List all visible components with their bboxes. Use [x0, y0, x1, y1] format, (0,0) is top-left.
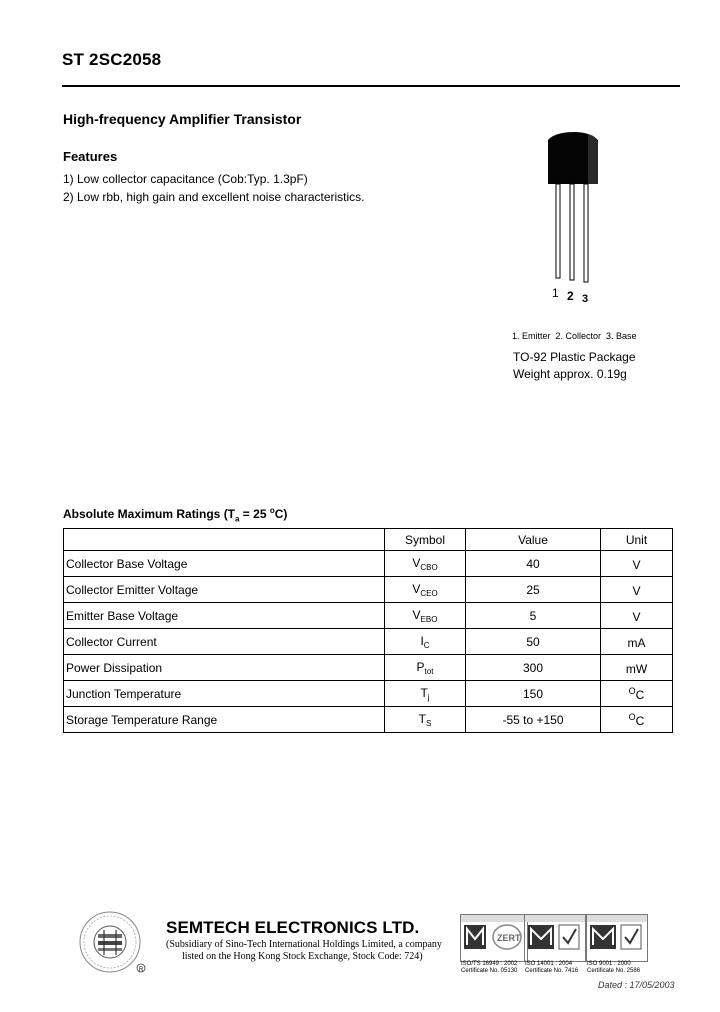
company-name: SEMTECH ELECTRONICS LTD. [166, 918, 420, 937]
feature-item-1: 1) Low collector capacitance (Cob:Typ. 1.3pF) [63, 172, 308, 186]
symbol-cell: $T_j$ [385, 681, 466, 707]
certificate-caption-3: ISO 9001 : 2000 Certificate No. 2586 [587, 961, 641, 974]
certificate-caption-1: ISO/TS 16949 : 2002 Certificate No. 05130 [461, 961, 518, 974]
table-row [64, 707, 673, 733]
dated-stamp: Dated : 17/05/2003 [598, 980, 675, 990]
table-row [64, 551, 673, 577]
value-cell: 150 [466, 681, 601, 707]
table-header-row [64, 529, 673, 551]
certification-badge-2 [524, 914, 586, 962]
unit-cell: mW [601, 655, 673, 681]
parameter-cell: Collector Base Voltage [64, 551, 385, 577]
unit-cell: $^O$C [601, 707, 673, 733]
svg-text:R: R [139, 967, 144, 973]
feature-item-2: 2) Low rbb, high gain and excellent noise characteristics. [63, 190, 365, 204]
column-header-parameter [64, 529, 385, 551]
symbol-cell: $P_{tot}$ [385, 655, 466, 681]
unit-cell: V [601, 603, 673, 629]
table-row [64, 681, 673, 707]
column-header-unit: Unit [601, 529, 673, 551]
document-title: ST 2SC2058 [62, 50, 162, 69]
pin-number-2: 2 [567, 289, 574, 303]
certification-badge-1 [460, 914, 528, 962]
to92-package-icon [540, 128, 610, 303]
table-row [64, 577, 673, 603]
package-name: TO-92 Plastic Package [513, 350, 636, 364]
symbol-cell: $V_{CBO}$ [385, 551, 466, 577]
moody-cert-icon [461, 915, 527, 961]
svg-text:ZERT: ZERT [497, 933, 521, 943]
value-cell: -55 to +150 [466, 707, 601, 733]
value-cell: 25 [466, 577, 601, 603]
table-row [64, 655, 673, 681]
ratings-table [63, 528, 673, 733]
value-cell: 40 [466, 551, 601, 577]
column-header-symbol: Symbol [385, 529, 466, 551]
parameter-cell: Junction Temperature [64, 681, 385, 707]
package-weight: Weight approx. 0.19g [513, 367, 627, 381]
table-row [64, 629, 673, 655]
column-header-value: Value [466, 529, 601, 551]
unit-cell: V [601, 577, 673, 603]
unit-cell: mA [601, 629, 673, 655]
pin-number-1: 1 [552, 286, 559, 300]
product-subtitle: High-frequency Amplifier Transistor [63, 111, 302, 127]
parameter-cell: Storage Temperature Range [64, 707, 385, 733]
parameter-cell: Emitter Base Voltage [64, 603, 385, 629]
unit-cell: $^O$C [601, 681, 673, 707]
subsidiary-line-2: listed on the Hong Kong Stock Exchange, Stock Code: 724) [182, 951, 423, 962]
symbol-cell: $I_C$ [385, 629, 466, 655]
value-cell: 5 [466, 603, 601, 629]
parameter-cell: Collector Emitter Voltage [64, 577, 385, 603]
pin-number-3: 3 [582, 293, 589, 303]
subsidiary-line-1: (Subsidiary of Sino-Tech International Holdings Limited, a company [166, 939, 442, 950]
parameter-cell: Power Dissipation [64, 655, 385, 681]
value-cell: 300 [466, 655, 601, 681]
pin-legend: 1. Emitter 2. Collector 3. Base [512, 331, 637, 341]
features-heading: Features [63, 149, 118, 164]
title-rule [62, 85, 680, 87]
symbol-cell: $V_{EBO}$ [385, 603, 466, 629]
value-cell: 50 [466, 629, 601, 655]
unit-cell: V [601, 551, 673, 577]
moody-cert-icon [525, 915, 585, 961]
symbol-cell: $V_{CEO}$ [385, 577, 466, 603]
certificate-caption-2: ISO 14001 : 2004 Certificate No. 7416 [525, 961, 579, 974]
parameter-cell: Collector Current [64, 629, 385, 655]
moody-cert-icon [587, 915, 647, 961]
company-seal-logo-icon [76, 908, 148, 976]
ratings-heading: Absolute Maximum Ratings ($T_a = 25$ $^o$C) [63, 506, 288, 524]
certification-badge-3 [586, 914, 648, 962]
symbol-cell: $T_S$ [385, 707, 466, 733]
table-row [64, 603, 673, 629]
